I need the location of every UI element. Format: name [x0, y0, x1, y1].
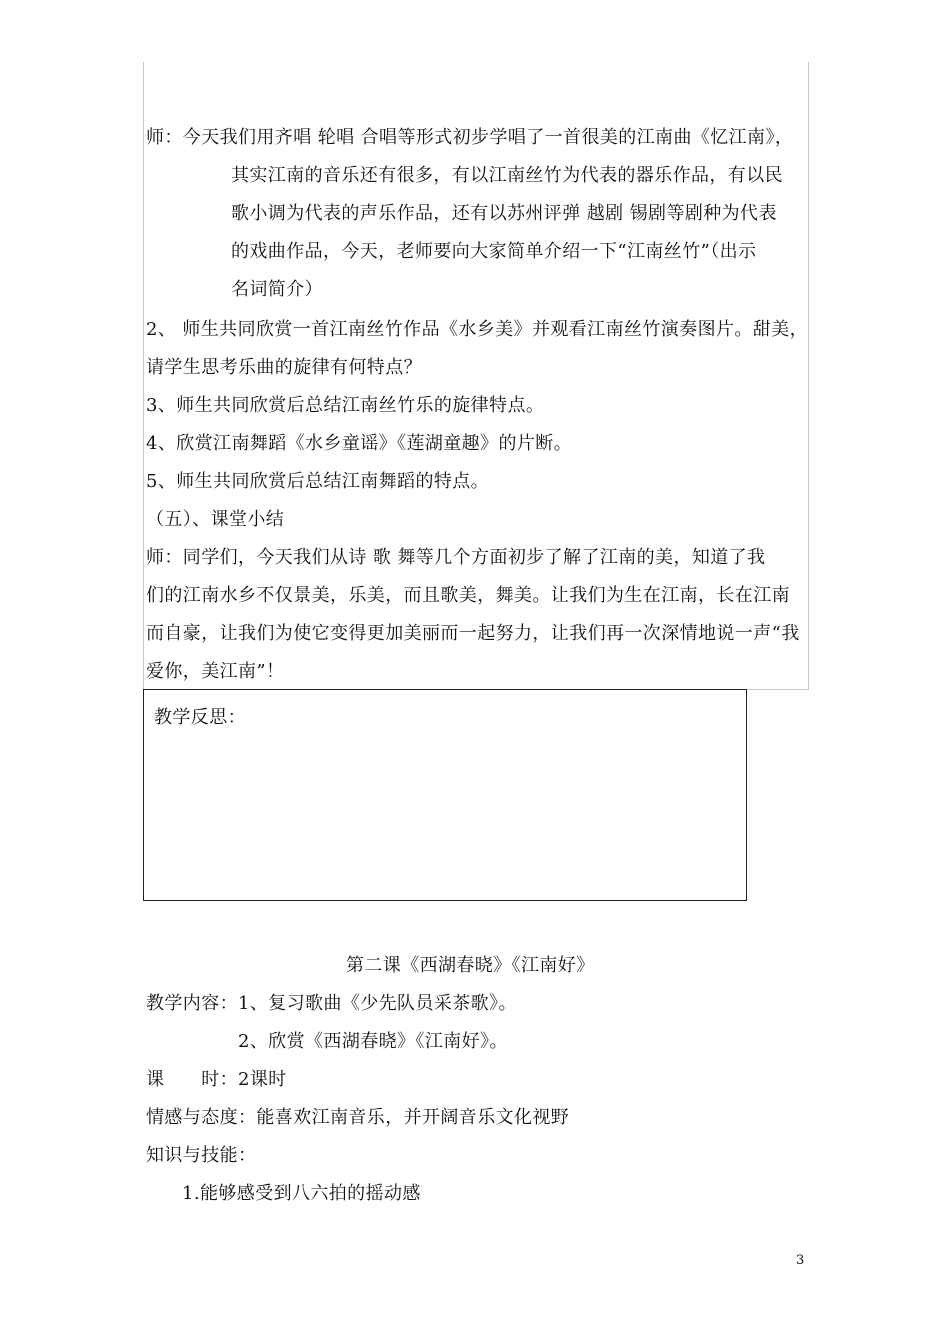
- step5: 5、师生共同欣赏后总结江南舞蹈的特点。: [146, 471, 490, 492]
- teacher-intro-line-4: 的戏曲作品，今天，老师要向大家简单介绍一下“江南丝竹”（出示: [231, 241, 757, 262]
- teacher-intro-line-1: 师：今天我们用齐唱 轮唱 合唱等形式初步学唱了一首很美的江南曲《忆江南》，: [146, 127, 794, 148]
- lesson2-title: 第二课《西湖春晓》《江南好》: [346, 955, 595, 976]
- lesson2-hours: 课 时：2课时: [146, 1069, 287, 1090]
- lesson2-content: 教学内容：1、复习歌曲《少先队员采茶歌》。: [146, 993, 517, 1014]
- teacher-intro-line-3: 歌小调为代表的声乐作品，还有以苏州评弹 越剧 锡剧等剧种为代表: [231, 203, 777, 224]
- step2-line-1: 2、 师生共同欣赏一首江南丝竹作品《水乡美》并观看江南丝竹演奏图片。甜美，: [146, 319, 808, 340]
- reflection-box: [143, 689, 747, 901]
- lesson2-skills-label: 知识与技能：: [146, 1145, 257, 1166]
- lesson2-attitude: 情感与态度：能喜欢江南音乐，并开阔音乐文化视野: [146, 1107, 570, 1128]
- table-border-right: [808, 62, 809, 690]
- step2-line-2: 请学生思考乐曲的旋律有何特点？: [146, 357, 422, 378]
- teacher-intro-line-2: 其实江南的音乐还有很多，有以江南丝竹为代表的器乐作品，有以民: [231, 165, 783, 186]
- summary-line-1: 师：同学们，今天我们从诗 歌 舞等几个方面初步了解了江南的美，知道了我: [146, 547, 766, 568]
- step3: 3、师生共同欣赏后总结江南丝竹乐的旋律特点。: [146, 395, 545, 416]
- summary-line-2: 们的江南水乡不仅景美，乐美，而且歌美，舞美。让我们为生在江南，长在江南: [146, 585, 790, 606]
- teacher-intro-line-5: 名词简介）: [231, 279, 323, 300]
- lesson2-content-item2: 2、欣赏《西湖春晓》《江南好》。: [238, 1031, 508, 1052]
- summary-line-3: 而自豪，让我们为使它变得更加美丽而一起努力，让我们再一次深情地说一声“我: [146, 623, 800, 644]
- summary-line-4: 爱你，美江南”！: [146, 661, 285, 682]
- table-border-left: [143, 62, 144, 690]
- reflection-label: 教学反思：: [154, 707, 246, 728]
- summary-heading: （五）、课堂小结: [146, 509, 285, 530]
- lesson2-skills-item1: 1.能够感受到八六拍的摇动感: [182, 1183, 421, 1204]
- page-number: 3: [796, 1253, 805, 1268]
- step4: 4、欣赏江南舞蹈《水乡童谣》《莲湖童趣》的片断。: [146, 433, 573, 454]
